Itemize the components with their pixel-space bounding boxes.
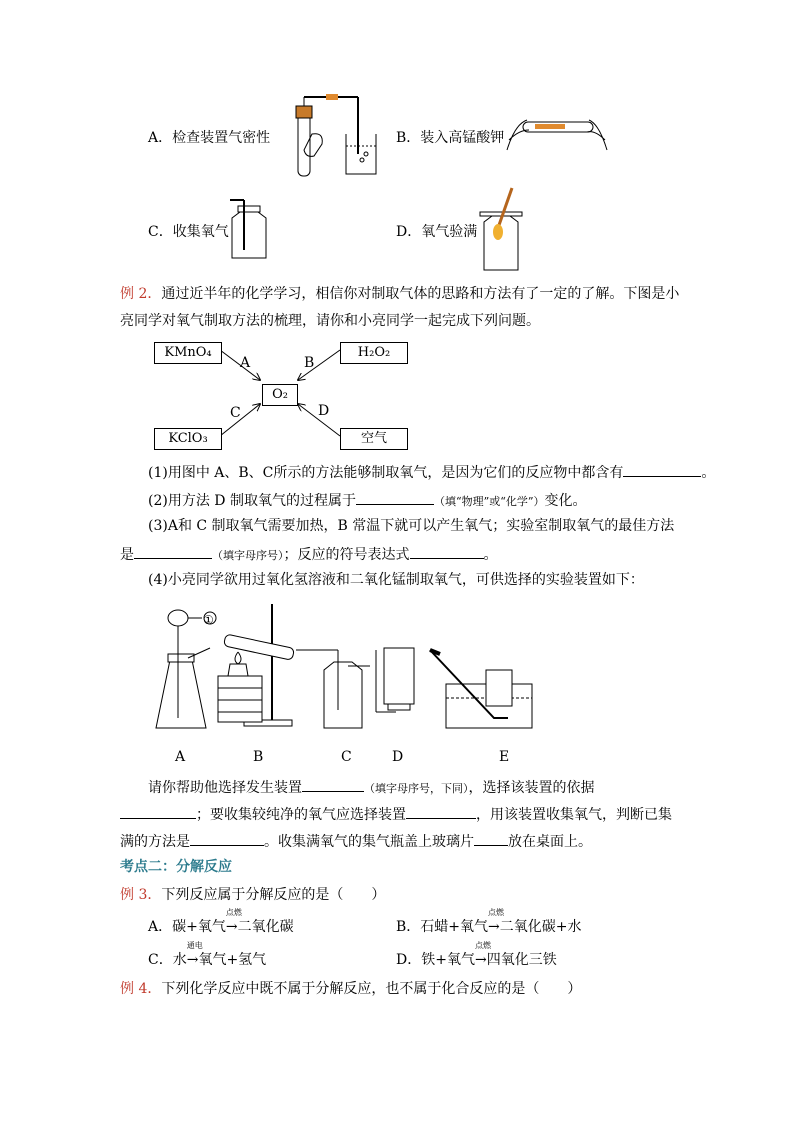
apparatus-label-e: E	[499, 749, 510, 765]
apparatus-label-b: B	[253, 749, 264, 765]
answer-blank[interactable]	[356, 490, 434, 505]
option-3d: D．铁+氧气→ 点燃 四氧化三铁	[396, 941, 557, 968]
example-4-question: 例 4．下列化学反应中既不属于分解反应，也不属于化合反应的是（ ）	[120, 981, 582, 997]
question-1: (1)用图中 A、B、C所示的方法能够制取氧气，是因为它们的反应物中都含有 。	[148, 462, 715, 482]
example-2-intro-cont: 亮同学对氧气制取方法的梳理，请你和小亮同学一起完成下列问题。	[120, 313, 540, 329]
apparatus-c	[316, 650, 370, 728]
answer-blank[interactable]	[134, 544, 212, 559]
section-heading: 考点二：分解反应	[120, 859, 232, 875]
label-c: C	[230, 405, 241, 421]
question-3-cont: 是 （填字母序号）；反应的符号表达式 。	[120, 544, 498, 565]
label-d: D	[318, 403, 330, 419]
option-3b: B．石蜡+氧气→ 点燃 二氧化碳+水	[396, 908, 582, 935]
question-3: (3)A和 C 制取氧气需要加热，B 常温下就可以产生氧气；实验室制取氧气的最佳方法	[148, 518, 675, 534]
answer-blank[interactable]	[406, 804, 476, 819]
option-a-text: A．检查装置气密性	[148, 130, 271, 146]
option-3a: A．碳+氧气→ 点燃 二氧化碳	[148, 908, 294, 935]
question-2: (2)用方法 D 制取氧气的过程属于 （填“物理”或“化学”）变化。	[148, 490, 586, 511]
apparatus-d	[376, 648, 414, 712]
label-b: B	[304, 355, 315, 371]
option-3c: C．水→ 通电 氧气+氢气	[148, 941, 267, 968]
h2o2-box: H₂O₂	[340, 342, 408, 364]
oxygen-full-check-illustration	[478, 186, 524, 274]
apparatus-label-d: D	[392, 749, 404, 765]
option-d-text: D．氧气验满	[396, 224, 478, 240]
airtightness-check-illustration	[276, 94, 388, 184]
answer-blank[interactable]	[410, 544, 484, 559]
apparatus-e	[430, 650, 532, 728]
answer-line-3: 满的方法是 。收集满氧气的集气瓶盖上玻璃片 放在桌面上。	[120, 831, 592, 851]
apparatus-b	[218, 604, 316, 726]
answer-blank[interactable]	[302, 777, 364, 792]
example-2-intro: 例 2．通过近半年的化学学习，相信你对制取气体的思路和方法有了一定的了解。下图是小	[120, 286, 680, 302]
gas-collection-bottle-illustration	[226, 198, 272, 262]
label-a: A	[240, 355, 251, 371]
powder-loading-illustration	[505, 110, 609, 156]
answer-blank[interactable]	[190, 831, 264, 846]
option-b-text: B．装入高锰酸钾	[396, 130, 505, 146]
option-c-text: C．收集氧气	[148, 224, 229, 240]
apparatus-label-c: C	[341, 749, 352, 765]
answer-line-2: ；要收集较纯净的氧气应选择装置 ，用该装置收集氧气，判断已集	[120, 804, 672, 824]
kclo3-box: KClO₃	[154, 428, 222, 450]
answer-blank[interactable]	[474, 831, 508, 846]
answer-line-1: 请你帮助他选择发生装置 （填字母序号，下同），选择该装置的依据	[148, 777, 595, 798]
circle-marker: ①	[203, 613, 214, 627]
answer-blank[interactable]	[120, 804, 196, 819]
apparatus-label-a: A	[175, 749, 186, 765]
kmno4-box: KMnO₄	[154, 342, 222, 364]
o2-box: O₂	[262, 384, 298, 406]
air-box: 空气	[340, 428, 408, 450]
answer-blank[interactable]	[623, 462, 701, 477]
example-3-question: 例 3．下列反应属于分解反应的是（ ）	[120, 887, 386, 903]
question-4: (4)小亮同学欲用过氧化氢溶液和二氧化锰制取氧气，可供选择的实验装置如下：	[148, 572, 644, 588]
